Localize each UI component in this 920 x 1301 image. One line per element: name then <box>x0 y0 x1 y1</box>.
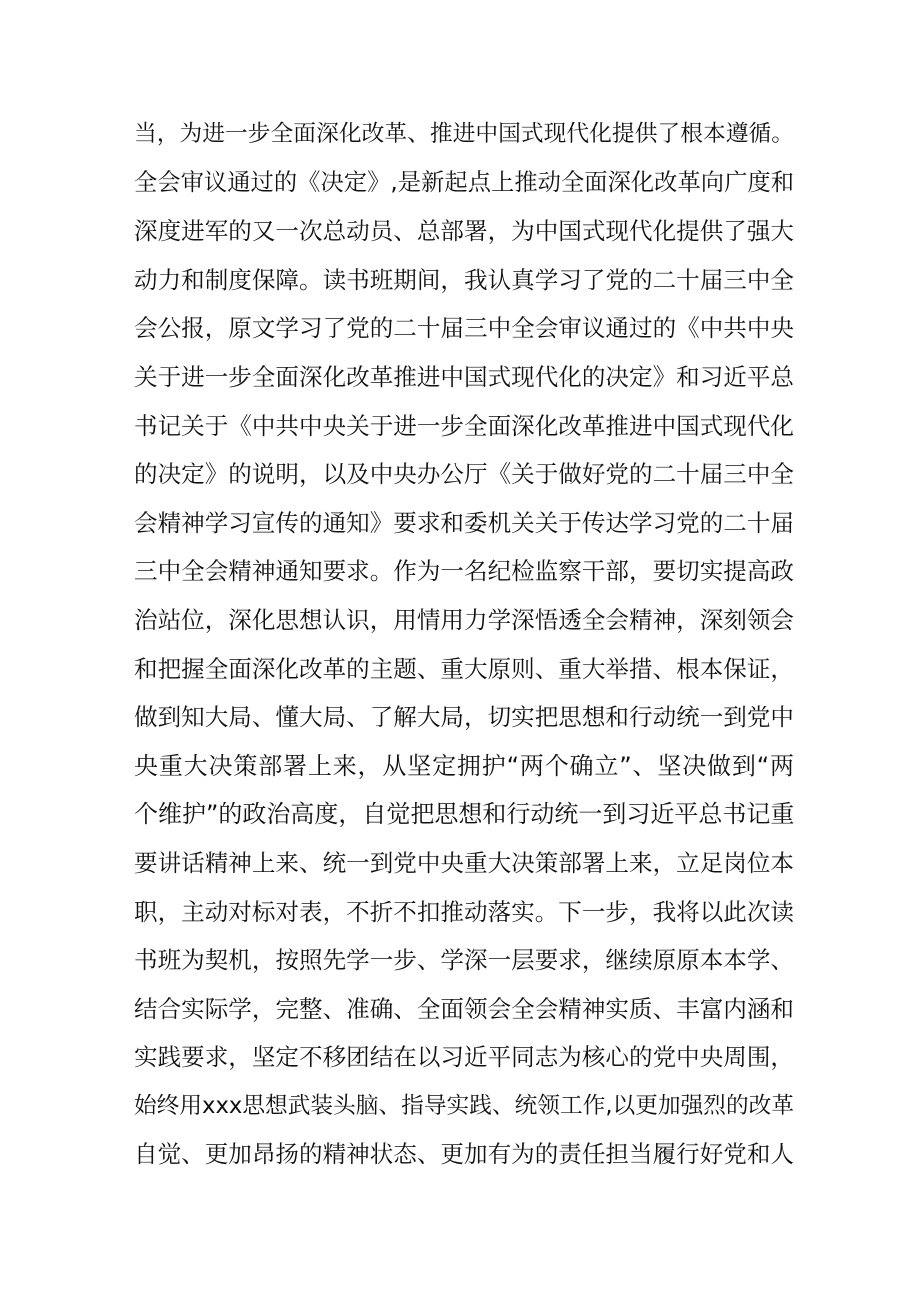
text-line-10: 三中全会精神通知要求。作为一名纪检监察干部，要切实提高政 <box>134 557 794 586</box>
text-line-21: 始终用xxx思想武装头脑、指导实践、统领工作,以更加强烈的改革 <box>134 1092 795 1119</box>
text-line-9: 会精神学习宣传的通知》要求和委机关关于传达学习党的二十届 <box>134 508 794 537</box>
body-text <box>134 110 794 1179</box>
text-line-7: 书记关于《中共中央关于进一步全面深化改革推进中国式现代化 <box>134 411 794 440</box>
text-line-15: 个维护”的政治高度，自觉把思想和行动统一到习近平总书记重 <box>134 800 795 829</box>
text-line-5: 会公报，原文学习了党的二十届三中全会审议通过的《中共中央 <box>134 314 794 343</box>
text-line-18: 书班为契机，按照先学一步、学深一层要求，继续原原本本学、 <box>134 946 794 975</box>
text-line-2: 全会审议通过的《决定》,是新起点上推动全面深化改革向广度和 <box>134 168 794 196</box>
text-line-16: 要讲话精神上来、统一到党中央重大决策部署上来，立足岗位本 <box>134 848 794 877</box>
text-line-22: 自觉、更加昂扬的精神状态、更加有为的责任担当履行好党和人 <box>134 1140 794 1169</box>
text-line-12: 和把握全面深化改革的主题、重大原则、重大举措、根本保证， <box>134 654 794 683</box>
text-line-6: 关于进一步全面深化改革推进中国式现代化的决定》和习近平总 <box>134 362 794 391</box>
text-line-19: 结合实际学，完整、准确、全面领会全会精神实质、丰富内涵和 <box>134 994 794 1023</box>
text-line-17: 职，主动对标对表，不折不扣推动落实。下一步，我将以此次读 <box>134 897 794 926</box>
text-line-11: 治站位，深化思想认识，用情用力学深悟透全会精神，深刻领会 <box>134 605 794 634</box>
text-line-14: 央重大决策部署上来，从坚定拥护“两个确立”、坚决做到“两 <box>134 751 794 780</box>
text-line-4: 动力和制度保障。读书班期间，我认真学习了党的二十届三中全 <box>134 265 794 294</box>
text-line-13: 做到知大局、懂大局、了解大局，切实把思想和行动统一到党中 <box>134 703 794 732</box>
text-line-1: 当，为进一步全面深化改革、推进中国式现代化提供了根本遵循。 <box>134 121 794 147</box>
text-line-20: 实践要求，坚定不移团结在以习近平同志为核心的党中央周围， <box>134 1043 794 1072</box>
text-line-3: 深度进军的又一次总动员、总部署，为中国式现代化提供了强大 <box>134 217 794 246</box>
text-line-8: 的决定》的说明，以及中央办公厅《关于做好党的二十届三中全 <box>134 460 794 489</box>
